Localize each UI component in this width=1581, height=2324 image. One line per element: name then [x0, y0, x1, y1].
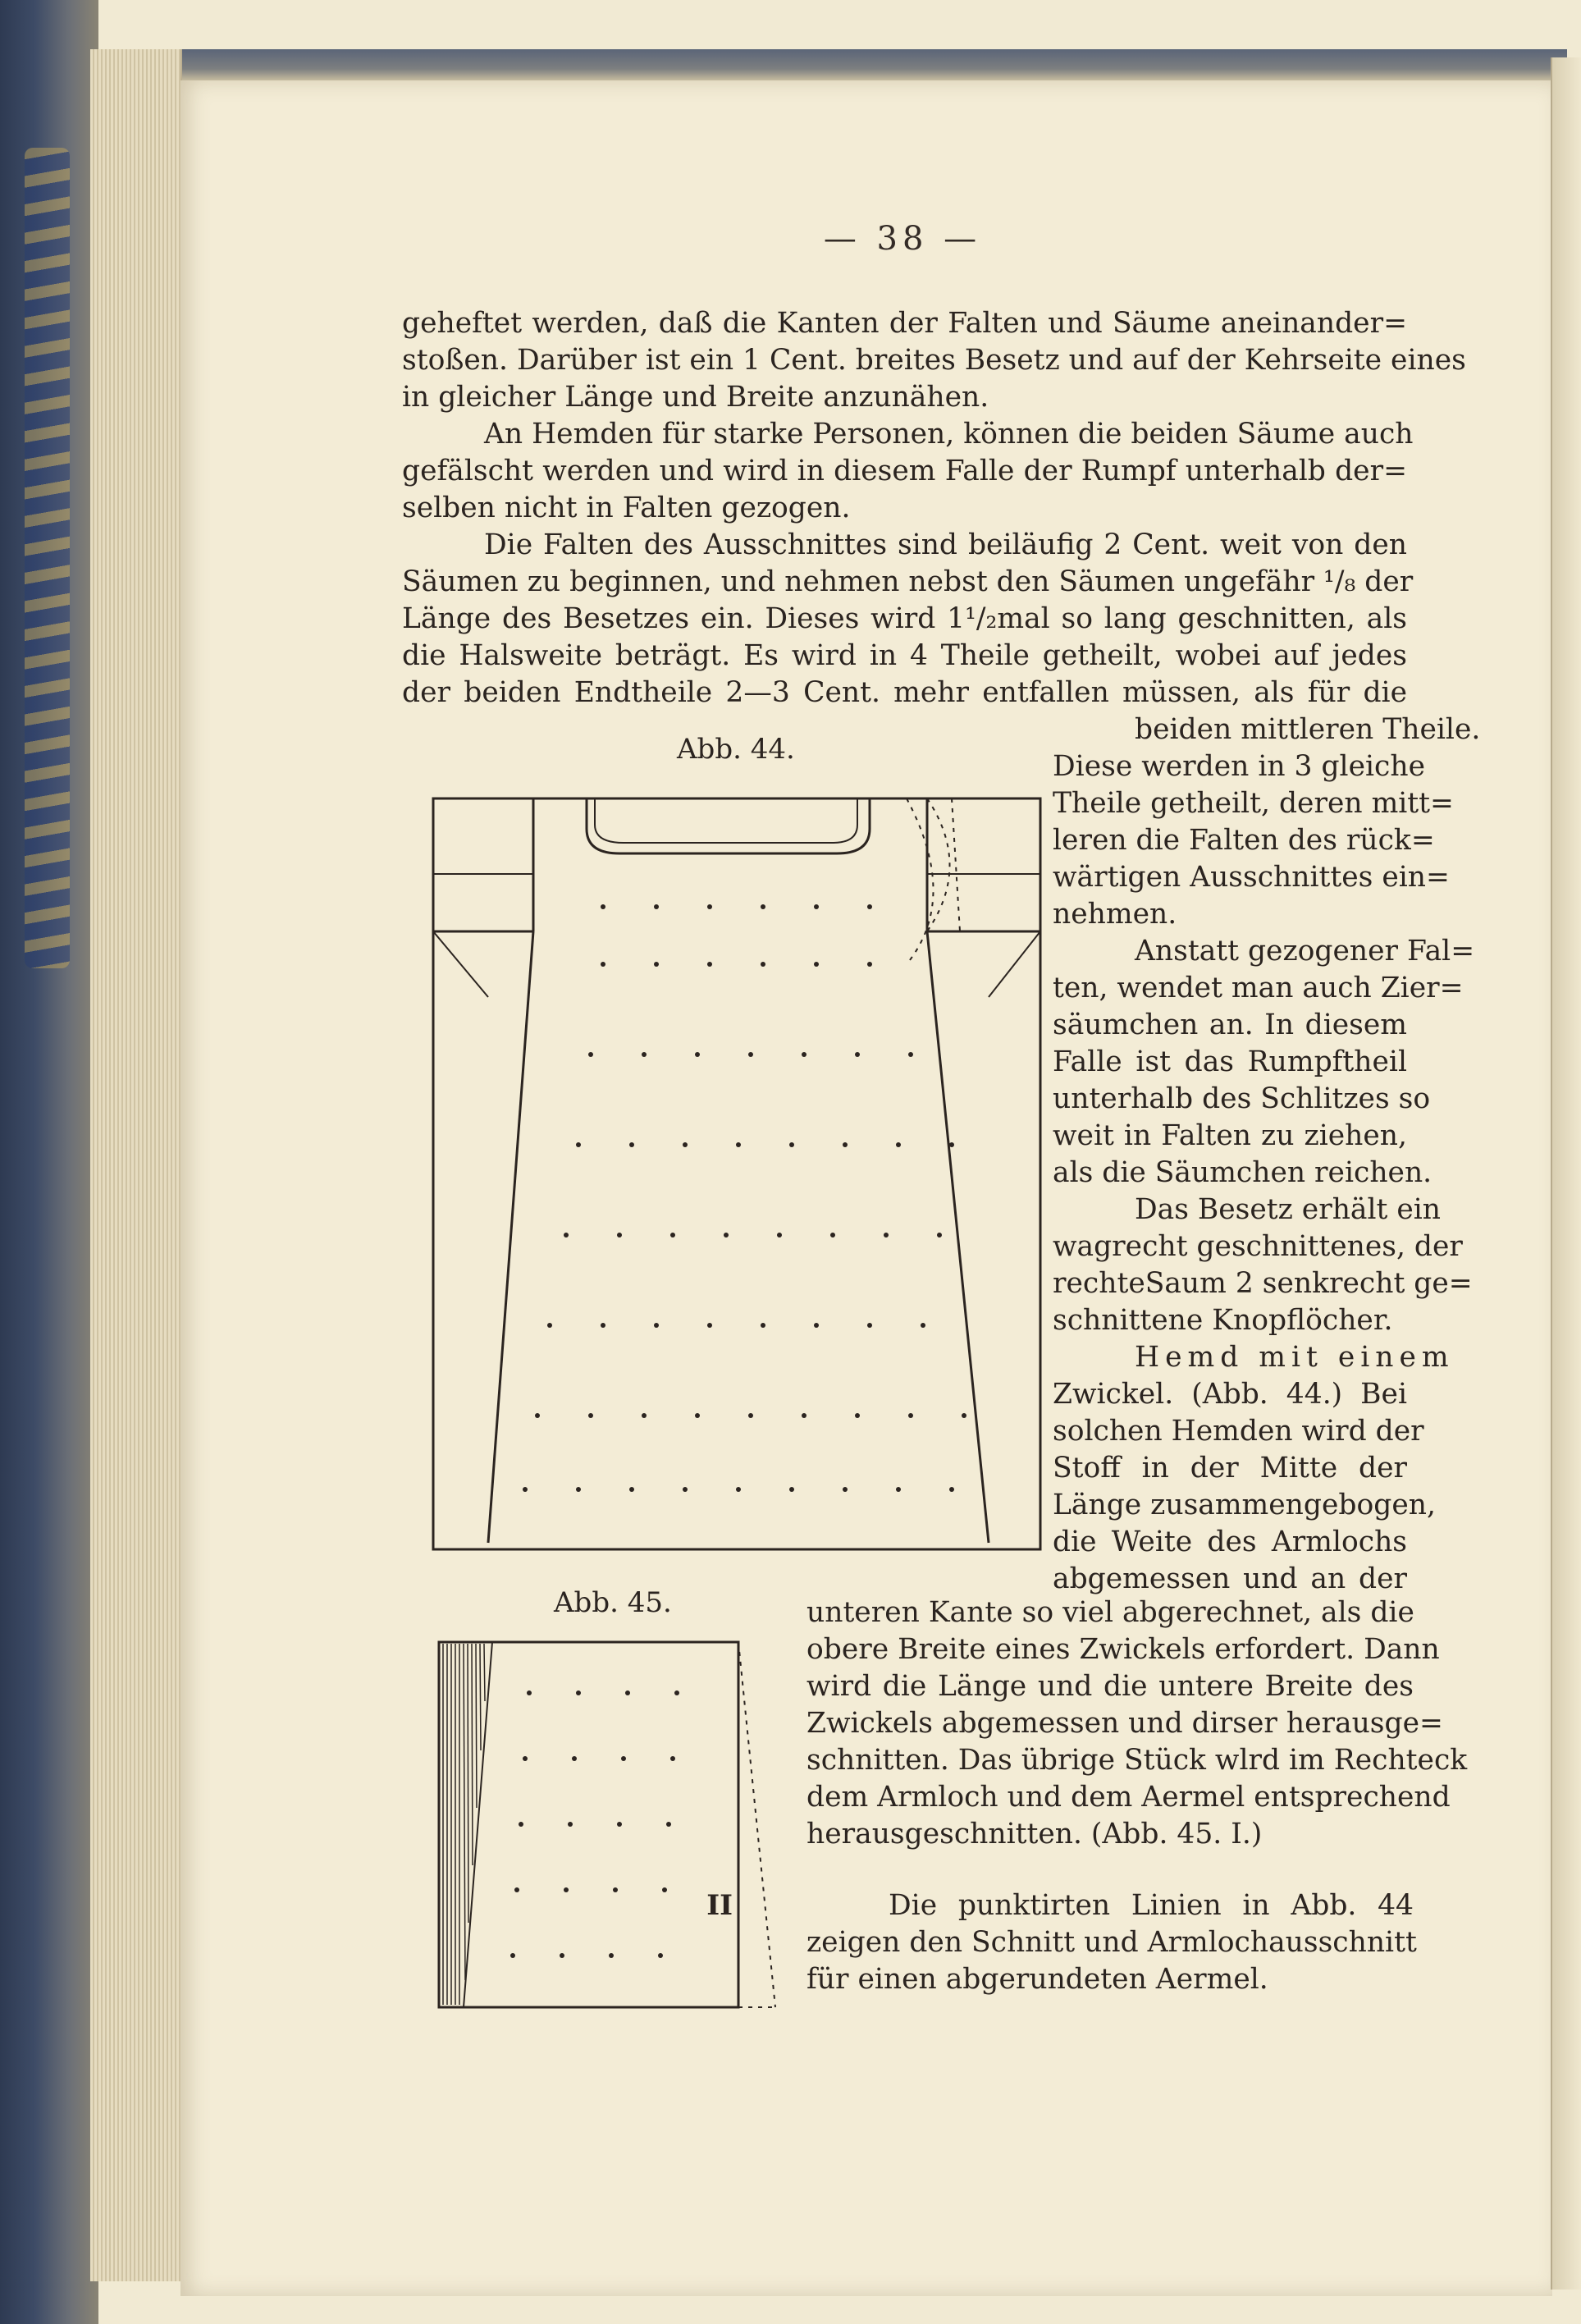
text-line: Säumen zu beginnen, und nehmen nebst den Säumen ungefähr ¹/₈ der — [402, 565, 1414, 598]
text-line: der beiden Endtheile 2—3 Cent. mehr entfallen müssen, als für die — [402, 676, 1407, 709]
text-line: leren die Falten des rück= — [1053, 824, 1435, 857]
neckline-curve — [587, 798, 870, 853]
text-line: wagrecht geschnittenes, der — [1053, 1230, 1463, 1263]
text-line: unterhalb des Schlitzes so — [1053, 1082, 1431, 1115]
text-line: abgemessen und an der — [1053, 1562, 1407, 1595]
text-line: nehmen. — [1053, 898, 1177, 931]
pattern-dots — [523, 904, 966, 1492]
text-line: in gleicher Länge und Breite anzunähen. — [402, 381, 989, 414]
text-line: obere Breite eines Zwickels erfordert. Dann — [806, 1633, 1440, 1666]
text-line: solchen Hemden wird der — [1053, 1415, 1424, 1448]
text-line: Länge zusammengebogen, — [1053, 1489, 1436, 1521]
text-line: Diese werden in 3 gleiche — [1053, 750, 1425, 783]
text-line: rechteSaum 2 senkrecht ge= — [1053, 1267, 1473, 1300]
text-line: schnittene Knopflöcher. — [1053, 1304, 1393, 1337]
full-width-text — [402, 305, 1466, 711]
text-line: beiden mittleren Theile. — [1135, 713, 1481, 746]
text-line: die Halsweite beträgt. Es wird in 4 Theile getheilt, wobei auf jedes — [402, 639, 1407, 672]
text-line: wärtigen Ausschnittes ein= — [1053, 861, 1450, 894]
text-line: die Weite des Armlochs — [1053, 1526, 1407, 1558]
text-line: für einen abgerundeten Aermel. — [806, 1963, 1268, 1996]
text-line: schnitten. Das übrige Stück wlrd im Rechteck — [806, 1744, 1468, 1777]
page-stack-edges — [90, 49, 182, 2281]
text-line: Das Besetz erhält ein — [1135, 1193, 1442, 1226]
figure-45-label: II — [706, 1889, 733, 1922]
gusset-dots — [510, 1690, 679, 1958]
page-top-edge — [90, 49, 1567, 82]
text-line: unteren Kante so viel abgerechnet, als die — [806, 1596, 1414, 1629]
text-line: Zwickels abgemessen und dirser herausge= — [806, 1707, 1443, 1740]
text-line: dem Armloch und dem Aermel entsprechend — [806, 1781, 1451, 1814]
lower-column-text — [806, 1594, 1468, 1853]
text-line: herausgeschnitten. (Abb. 45. I.) — [806, 1818, 1263, 1851]
facing-page-edge — [1551, 57, 1581, 2290]
text-line: Stoff in der Mitte der — [1053, 1452, 1407, 1485]
text-line: Anstatt gezogener Fal= — [1135, 935, 1475, 968]
text-line: gefälscht werden und wird in diesem Falle der Rumpf unterhalb der= — [402, 455, 1407, 487]
figure-45-caption: Abb. 45. — [554, 1586, 672, 1619]
gusset-outline — [439, 1642, 738, 2007]
text-line: selben nicht in Falten gezogen. — [402, 492, 851, 524]
text-line: zeigen den Schnitt und Armlochausschnitt — [806, 1926, 1417, 1959]
text-line: wird die Länge und die untere Breite des — [806, 1670, 1414, 1703]
text-line: Hemd mit einem — [1135, 1341, 1455, 1374]
text-line: Theile getheilt, deren mitt= — [1053, 787, 1454, 820]
text-line: als die Säumchen reichen. — [1053, 1156, 1432, 1189]
figure-44-pattern — [427, 792, 1050, 1559]
text-line: Die punktirten Linien in Abb. 44 — [889, 1889, 1414, 1922]
text-line: An Hemden für starke Personen, können die beiden Säume auch — [484, 418, 1414, 451]
figure-45-pattern — [431, 1635, 784, 2017]
text-line: Länge des Besetzes ein. Dieses wird 1¹/₂mal so lang geschnitten, als — [402, 602, 1407, 635]
text-line: weit in Falten zu ziehen, — [1053, 1119, 1407, 1152]
figure-44-caption: Abb. 44. — [677, 733, 795, 766]
text-line: geheftet werden, daß die Kanten der Falten und Säume aneinander= — [402, 307, 1407, 340]
pattern-outline — [433, 798, 1040, 1549]
text-line: Zwickel. (Abb. 44.) Bei — [1053, 1378, 1407, 1411]
right-column-text — [1053, 711, 1481, 1598]
text-line: Die Falten des Ausschnittes sind beiläufig 2 Cent. weit von den — [484, 528, 1407, 561]
text-line: ten, wendet man auch Zier= — [1053, 972, 1464, 1004]
text-line: stoßen. Darüber ist ein 1 Cent. breites Besetz und auf der Kehrseite eines — [402, 344, 1466, 377]
closing-paragraph — [806, 1887, 1417, 1998]
text-line: Falle ist das Rumpftheil — [1053, 1045, 1407, 1078]
text-line: säumchen an. In diesem — [1053, 1009, 1407, 1041]
book-spine — [0, 0, 98, 2324]
page-number: — 38 — — [823, 220, 982, 258]
